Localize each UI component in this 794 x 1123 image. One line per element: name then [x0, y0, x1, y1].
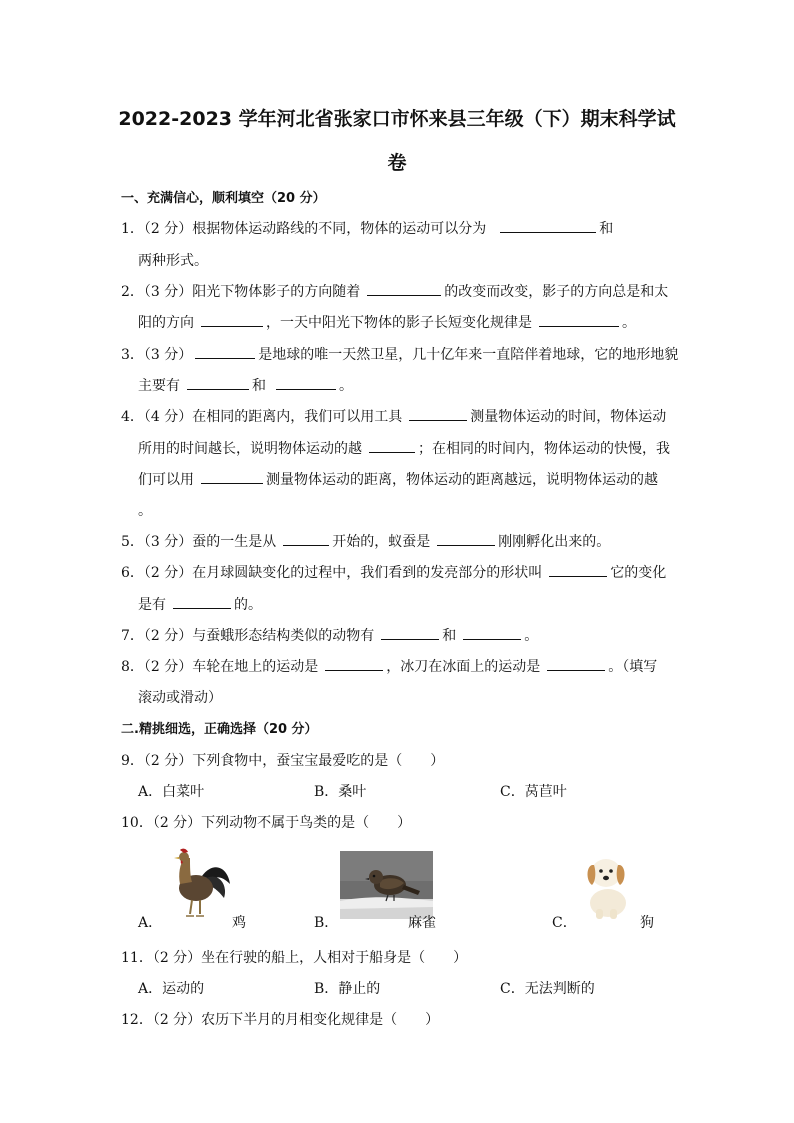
- answer-blank[interactable]: [195, 344, 255, 359]
- question-text: 开始的，蚁蚕是: [332, 534, 431, 550]
- sparrow-icon: [340, 851, 433, 919]
- question-12-stem: 12．（2 分）农历下半月的月相变化规律是（ ）: [121, 1012, 440, 1028]
- question-text: 它的变化: [610, 565, 667, 581]
- question-text: 是地球的唯一天然卫星，几十亿年来一直陪伴着地球，它的地形地貌: [258, 347, 679, 363]
- question-text: 。: [622, 315, 636, 331]
- page-title: 2022-2023 学年河北省张家口市怀来县三年级（下）期末科学试: [118, 108, 676, 130]
- question-10-stem: 10．（2 分）下列动物不属于鸟类的是（ ）: [121, 815, 412, 831]
- question-8-line-1: [121, 656, 681, 676]
- question-text: 刚刚孵化出来的。: [498, 534, 611, 550]
- question-2-line-2: [138, 312, 698, 332]
- question-text: 6．（2 分）在月球圆缺变化的过程中，我们看到的发亮部分的形状叫: [121, 565, 543, 581]
- question-9-option-c[interactable]: C．莴苣叶: [500, 784, 567, 800]
- question-10-option-a-label: 鸡: [232, 915, 246, 931]
- question-text: ；在相同的时间内，物体运动的快慢，我: [418, 441, 670, 457]
- answer-blank[interactable]: [173, 594, 231, 609]
- section-heading-fill-in: 一、充满信心，顺利填空（20 分）: [121, 191, 326, 206]
- answer-blank[interactable]: [547, 656, 605, 671]
- answer-blank[interactable]: [367, 281, 441, 296]
- question-11-option-c[interactable]: C．无法判断的: [500, 981, 595, 997]
- question-text: 2．（3 分）阳光下物体影子的方向随着: [121, 284, 361, 300]
- question-text: 。: [138, 503, 152, 519]
- question-11-option-b[interactable]: B．静止的: [314, 981, 381, 997]
- answer-blank[interactable]: [409, 406, 467, 421]
- question-text: 1．（2 分）根据物体运动路线的不同，物体的运动可以分为: [121, 221, 487, 237]
- question-text: 测量物体运动的时间，物体运动: [470, 409, 667, 425]
- question-3-line-1: [121, 344, 681, 364]
- puppy-icon: [576, 851, 638, 921]
- question-text: 。: [339, 378, 353, 394]
- answer-blank[interactable]: [463, 625, 521, 640]
- rooster-icon: [162, 846, 234, 922]
- question-7: [121, 625, 681, 645]
- answer-blank[interactable]: [539, 312, 619, 327]
- question-6-line-1: [121, 562, 681, 582]
- page-title-continued: 卷: [387, 152, 407, 174]
- question-text: 3．（3 分）: [121, 347, 193, 363]
- question-text: ，冰刀在冰面上的运动是: [386, 659, 541, 675]
- question-text: 测量物体运动的距离，物体运动的距离越远，说明物体运动的越: [266, 472, 658, 488]
- question-text: 是有: [138, 597, 166, 613]
- answer-blank[interactable]: [549, 562, 607, 577]
- question-11-stem: 11．（2 分）坐在行驶的船上，人相对于船身是（ ）: [121, 950, 468, 966]
- question-text: 5．（3 分）蚕的一生是从: [121, 534, 277, 550]
- answer-blank[interactable]: [500, 218, 596, 233]
- question-text: 和: [252, 378, 266, 394]
- answer-blank[interactable]: [276, 375, 336, 390]
- question-text: 8．（2 分）车轮在地上的运动是: [121, 659, 319, 675]
- question-text: 们可以用: [138, 472, 194, 488]
- question-text: 和: [599, 221, 614, 237]
- question-4-line-3: [138, 469, 698, 489]
- question-4-line-2: [138, 438, 698, 458]
- answer-blank[interactable]: [187, 375, 249, 390]
- question-2-line-1: [121, 281, 681, 301]
- question-9-option-a[interactable]: A．白菜叶: [138, 784, 205, 800]
- question-text: 的改变而改变，影子的方向总是和太: [444, 284, 669, 300]
- question-10-option-a-letter[interactable]: A．: [138, 915, 163, 931]
- answer-blank[interactable]: [201, 312, 263, 327]
- question-8-line-2: [138, 687, 698, 707]
- question-9-stem: 9．（2 分）下列食物中，蚕宝宝最爱吃的是（ ）: [121, 753, 445, 769]
- question-text: 。（填写: [608, 659, 658, 675]
- question-text: 两种形式。: [138, 253, 208, 269]
- question-1-line-2: [138, 250, 698, 270]
- answer-blank[interactable]: [437, 531, 495, 546]
- question-text: 和: [442, 628, 457, 644]
- question-text: 所用的时间越长，说明物体运动的越: [138, 441, 362, 457]
- question-11-option-a[interactable]: A．运动的: [138, 981, 205, 997]
- question-text: 。: [524, 628, 539, 644]
- question-5: [121, 531, 681, 551]
- question-text: 的。: [234, 597, 262, 613]
- answer-blank[interactable]: [381, 625, 439, 640]
- question-10-option-b-letter[interactable]: B．: [314, 915, 339, 931]
- question-10-option-c-label: 狗: [640, 915, 654, 931]
- question-4-line-1: [121, 406, 681, 426]
- question-text: 7．（2 分）与蚕蛾形态结构类似的动物有: [121, 628, 375, 644]
- question-10-option-b-label: 麻雀: [408, 915, 436, 931]
- question-10-option-c-letter[interactable]: C．: [552, 915, 577, 931]
- section-heading-multiple-choice: 二.精挑细选，正确选择（20 分）: [121, 722, 318, 737]
- question-text: 阳的方向: [138, 315, 194, 331]
- question-4-line-4: [138, 500, 698, 520]
- question-text: 主要有: [138, 378, 180, 394]
- answer-blank[interactable]: [369, 438, 415, 453]
- question-9-option-b[interactable]: B．桑叶: [314, 784, 367, 800]
- answer-blank[interactable]: [283, 531, 329, 546]
- question-text: 滚动或滑动）: [138, 690, 222, 706]
- question-text: 4．（4 分）在相同的距离内，我们可以用工具: [121, 409, 403, 425]
- answer-blank[interactable]: [325, 656, 383, 671]
- answer-blank[interactable]: [201, 469, 263, 484]
- question-6-line-2: [138, 594, 698, 614]
- question-3-line-2: [138, 375, 698, 395]
- question-1-line-1: [121, 218, 681, 238]
- question-text: ，一天中阳光下物体的影子长短变化规律是: [266, 315, 532, 331]
